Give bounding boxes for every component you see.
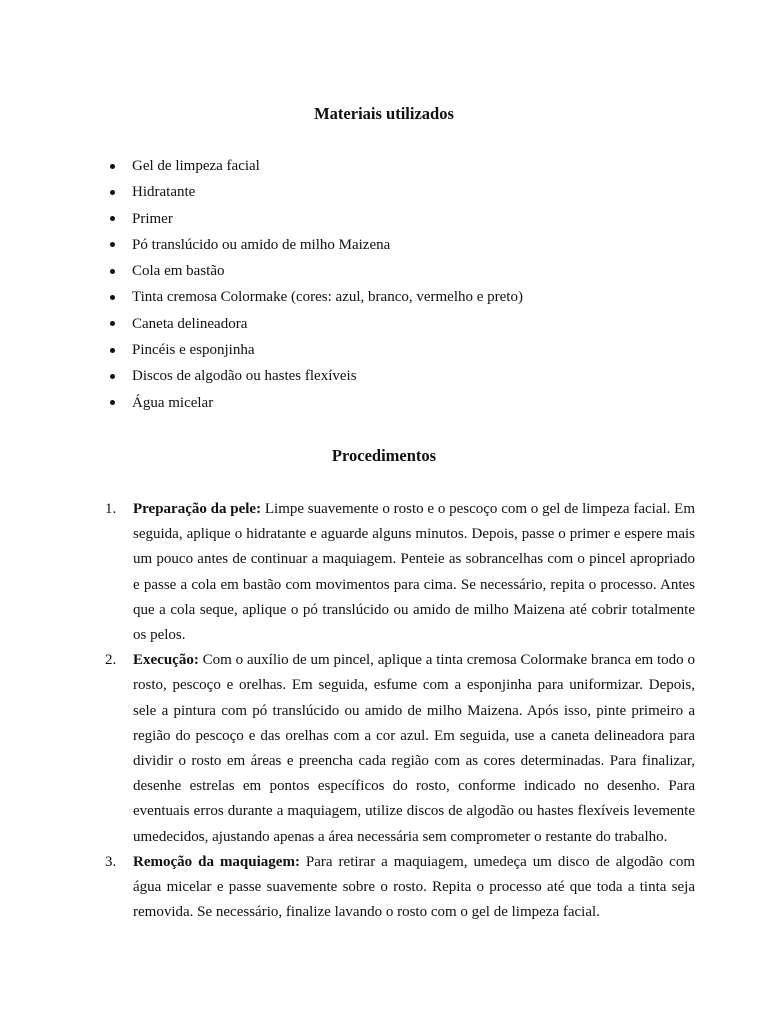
bullet-icon	[110, 400, 115, 405]
bullet-icon	[110, 190, 115, 195]
bullet-icon	[110, 348, 115, 353]
list-item	[105, 260, 705, 286]
step-text: Para retirar a maquiagem, umedeça um disco de algodão com água micelar e passe suavemente sobre o rosto. Repita o processo até que toda a tinta seja removida. Se necessário, finalize lavando o rosto com o gel de limpeza facial.	[133, 853, 695, 921]
material-text: Tinta cremosa Colormake (cores: azul, branco, vermelho e preto)	[132, 289, 523, 306]
procedure-step	[105, 850, 695, 926]
procedures-list	[105, 497, 695, 925]
step-label: Execução:	[133, 652, 199, 669]
bullet-icon	[110, 269, 115, 274]
list-item	[105, 339, 705, 365]
bullet-icon	[110, 164, 115, 169]
bullet-icon	[110, 242, 115, 247]
material-text: Gel de limpeza facial	[132, 158, 260, 174]
list-item	[105, 181, 705, 207]
step-text: Com o auxílio de um pincel, aplique a tinta cremosa Colormake branca em todo o rosto, pescoço e orelhas. Em seguida, esfume com a esponjinha para uniformizar. Depois, sele a pintura com pó translúcido ou amido de milho Maizena. Após isso, pinte primeiro a região do pescoço e das orelhas com a cor azul. Em seguida, use a caneta delineadora para dividir o rosto em áreas e preencha cada região com as cores determinadas. Para finalizar, desenhe estrelas em pontos específicos do rosto, conforme indicado no desenho. Para eventuais erros durante a maquiagem, utilize discos de algodão ou hastes flexíveis levemente umedecidos, ajustando apenas a área necessária sem comprometer o restante do trabalho.	[133, 652, 695, 845]
step-label: Preparação da pele:	[133, 501, 262, 517]
material-text: Discos de algodão ou hastes flexíveis	[132, 368, 357, 385]
list-item	[105, 234, 705, 260]
material-text: Caneta delineadora	[132, 315, 248, 332]
materials-list	[105, 155, 705, 418]
materials-heading: Materiais utilizados	[314, 104, 454, 123]
bullet-icon	[110, 374, 115, 379]
list-item	[105, 208, 705, 234]
material-text: Pó translúcido ou amido de milho Maizena	[132, 236, 391, 253]
bullet-icon	[110, 295, 115, 300]
procedures-heading: Procedimentos	[331, 446, 437, 465]
step-number: 3.	[105, 853, 117, 870]
list-item	[105, 155, 705, 181]
step-number: 1.	[105, 501, 117, 517]
step-label: Remoção da maquiagem:	[133, 853, 300, 870]
material-text: Pincéis e esponjinha	[132, 342, 255, 359]
list-item	[105, 313, 705, 339]
material-text: Primer	[132, 210, 173, 227]
step-number: 2.	[105, 652, 117, 669]
procedure-step	[105, 497, 695, 648]
list-item	[105, 392, 705, 418]
bullet-icon	[110, 321, 115, 326]
material-text: Água micelar	[132, 394, 214, 411]
list-item	[105, 286, 705, 312]
list-item	[105, 365, 705, 391]
material-text: Hidratante	[132, 184, 196, 201]
bullet-icon	[110, 216, 115, 221]
material-text: Cola em bastão	[132, 263, 225, 280]
procedure-step	[105, 648, 695, 850]
step-text: Limpe suavemente o rosto e o pescoço com o gel de limpeza facial. Em seguida, aplique o hidratante e aguarde alguns minutos. Depois, passe o primer e espere mais um pouco antes de continuar a maquiagem. Penteie as sobrancelhas com o pincel apropriado e passe a cola em bastão com movimentos para cima. Se necessário, repita o processo. Antes que a cola seque, aplique o pó translúcido ou amido de milho Maizena até cobrir totalmente os pelos.	[133, 501, 696, 644]
